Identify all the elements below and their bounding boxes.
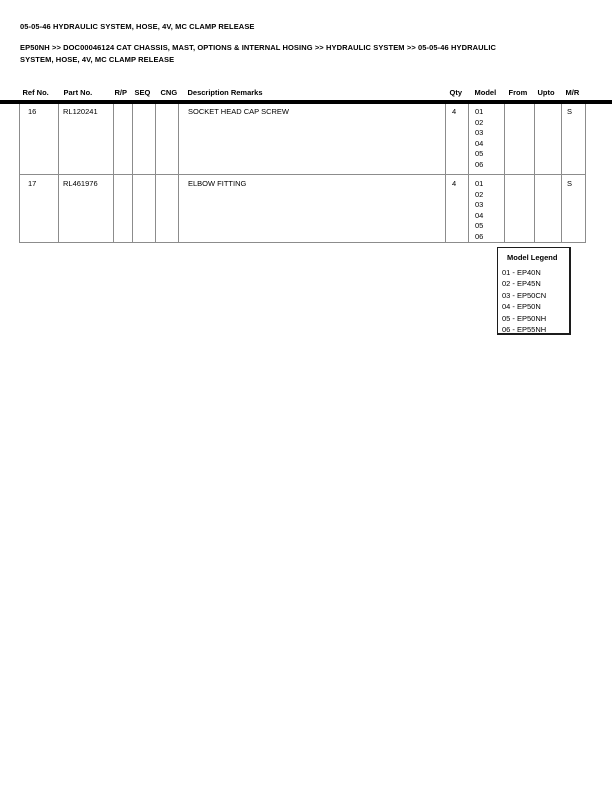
cell-rp (114, 175, 133, 243)
cell-model-list: 01 02 03 04 05 06 (469, 101, 505, 175)
cell-cng (156, 101, 179, 175)
breadcrumb (20, 42, 595, 65)
parts-table (19, 88, 586, 243)
model-legend-box (497, 247, 571, 335)
table-row (20, 175, 586, 243)
breadcrumb-line-1: EP50NH >> DOC00046124 CAT CHASSIS, MAST, OPTIONS & INTERNAL HOSING >> HYDRAULIC SYSTEM >> 05-05-46 HYDRAULIC (20, 43, 497, 52)
column-header-part-no: Part No. (63, 88, 93, 97)
cell-cng (156, 175, 179, 243)
cell-from (505, 175, 535, 243)
cell-ref-no: 17 (20, 175, 59, 243)
cell-model-list: 01 02 03 04 05 06 (469, 175, 505, 243)
column-header-from: From (508, 88, 528, 97)
column-header-description: Description Remarks (187, 88, 263, 97)
breadcrumb-line-2: SYSTEM, HOSE, 4V, MC CLAMP RELEASE (20, 54, 175, 64)
cell-description: SOCKET HEAD CAP SCREW (179, 101, 446, 175)
cell-part-no: RL120241 (59, 101, 114, 175)
column-header-cng: CNG (160, 88, 178, 97)
cell-upto (535, 101, 562, 175)
cell-seq (133, 175, 156, 243)
cell-mr: S (562, 101, 586, 175)
column-header-seq: SEQ (134, 88, 151, 97)
column-header-mr: M/R (565, 88, 580, 97)
cell-mr: S (562, 175, 586, 243)
cell-part-no: RL461976 (59, 175, 114, 243)
model-legend-items: 01 - EP40N 02 - EP45N 03 - EP50CN 04 - EP50N 05 - EP50NH 06 - EP55NH (502, 268, 547, 335)
cell-qty: 4 (446, 175, 469, 243)
cell-upto (535, 175, 562, 243)
column-header-upto: Upto (537, 88, 555, 97)
cell-rp (114, 101, 133, 175)
table-header-row (20, 88, 586, 101)
cell-seq (133, 101, 156, 175)
cell-description: ELBOW FITTING (179, 175, 446, 243)
cell-ref-no: 16 (20, 101, 59, 175)
column-header-rp: R/P (114, 88, 128, 97)
page-title: 05-05-46 HYDRAULIC SYSTEM, HOSE, 4V, MC CLAMP RELEASE (20, 22, 255, 31)
table-row (20, 101, 586, 175)
header-divider-bar (0, 100, 612, 104)
model-legend-title: Model Legend (507, 253, 558, 262)
cell-from (505, 101, 535, 175)
cell-qty: 4 (446, 101, 469, 175)
column-header-ref-no: Ref No. (22, 88, 49, 97)
column-header-qty: Qty (449, 88, 463, 97)
column-header-model: Model (474, 88, 497, 97)
